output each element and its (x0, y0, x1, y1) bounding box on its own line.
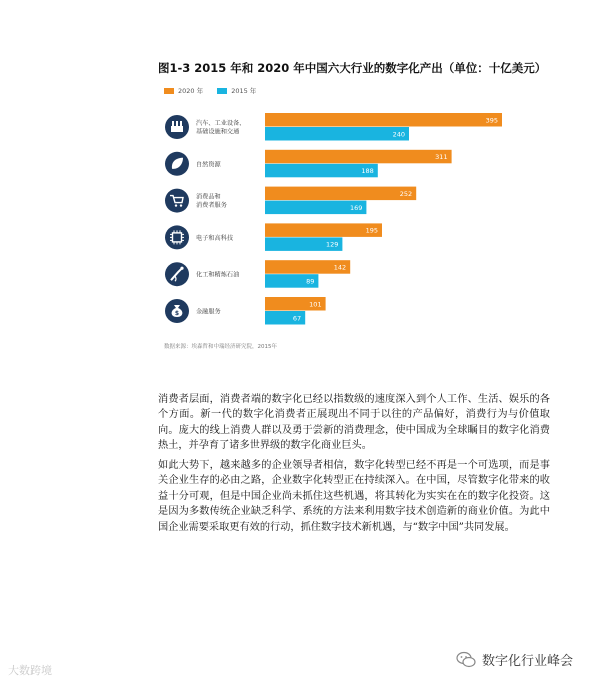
bar-value-label: 240 (392, 130, 405, 139)
svg-text:$: $ (174, 310, 180, 317)
bar-value-label: 67 (292, 314, 302, 323)
factory-icon (165, 115, 189, 139)
bar-value-label: 195 (365, 226, 378, 235)
bar-2015 (265, 127, 409, 141)
watermark-right-text: 数字化行业峰会 (482, 654, 574, 669)
figure-source: 数据来源：埃森哲和中瑞经济研究院，2015年 (164, 344, 277, 350)
category-label: 消费品和消费者服务 (196, 193, 227, 210)
bar-value-label: 395 (485, 116, 498, 125)
category-label: 金融服务 (196, 308, 221, 316)
bar-value-label: 101 (309, 300, 322, 309)
fuel-pump-icon (165, 262, 189, 286)
category-label: 电子和高科技 (196, 234, 234, 242)
bar-2020 (265, 113, 502, 127)
body-paragraph-2: 如此大势下，越来越多的企业领导者相信，数字化转型已经不再是一个可选项，而是事关企业生存的必由之路，企业数字化转型正在持续深入。在中国，尽管数字化带来的收益十分可观，但是中国企业尚未抓住这些机遇，将其转化为实实在在的数字化投资。这是因为多数传统企业缺乏科学、系统的方法来利用数字技术创造新的商业价值。为此中国企业需要采取更有效的行动，抓住数字技术新机遇，与“数字中国”共同发展。 (158, 460, 550, 533)
bar-value-label: 252 (399, 189, 413, 198)
figure-title: 图1-3 2015 年和 2020 年中国六大行业的数字化产出（单位：十亿美元） (158, 61, 547, 75)
bar-value-label: 142 (333, 263, 347, 272)
bar-value-label: 188 (361, 167, 374, 176)
bar-value-label: 89 (306, 277, 315, 286)
watermark-left: 大数跨境 (8, 664, 52, 677)
category-label: 化工和精炼石油 (196, 271, 240, 279)
bar-value-label: 169 (349, 203, 363, 212)
bar-2020 (265, 187, 416, 201)
body-paragraph-1: 消费者层面，消费者端的数字化已经以指数级的速度深入到个人工作、生活、娱乐的各个方面。新一代的数字化消费者正展现出不同于以往的产品偏好，消费行为与价值取向。庞大的线上消费人群以及勇于尝新的消费理念，使中国成为全球瞩目的数字化消费热土，并孕育了诸多世界级的数字化商业巨头。 (158, 394, 550, 452)
money-bag-icon (165, 299, 189, 323)
watermark-right (456, 650, 573, 669)
legend-label-2015: 2015 年 (231, 87, 257, 95)
category-label: 自然资源 (196, 161, 221, 169)
bar-2020 (265, 150, 452, 164)
bar-2020 (265, 223, 382, 237)
bar-chart (0, 0, 612, 340)
legend-label-2020: 2020 年 (178, 87, 204, 95)
chip-icon (165, 225, 189, 249)
bar-value-label: 311 (435, 153, 448, 162)
shopping-cart-icon (165, 189, 189, 213)
wechat-icon (456, 651, 476, 669)
leaf-icon (165, 152, 189, 176)
bar-value-label: 129 (325, 240, 339, 249)
category-label: 汽车、工业设备、基础设施和交通 (196, 120, 246, 136)
